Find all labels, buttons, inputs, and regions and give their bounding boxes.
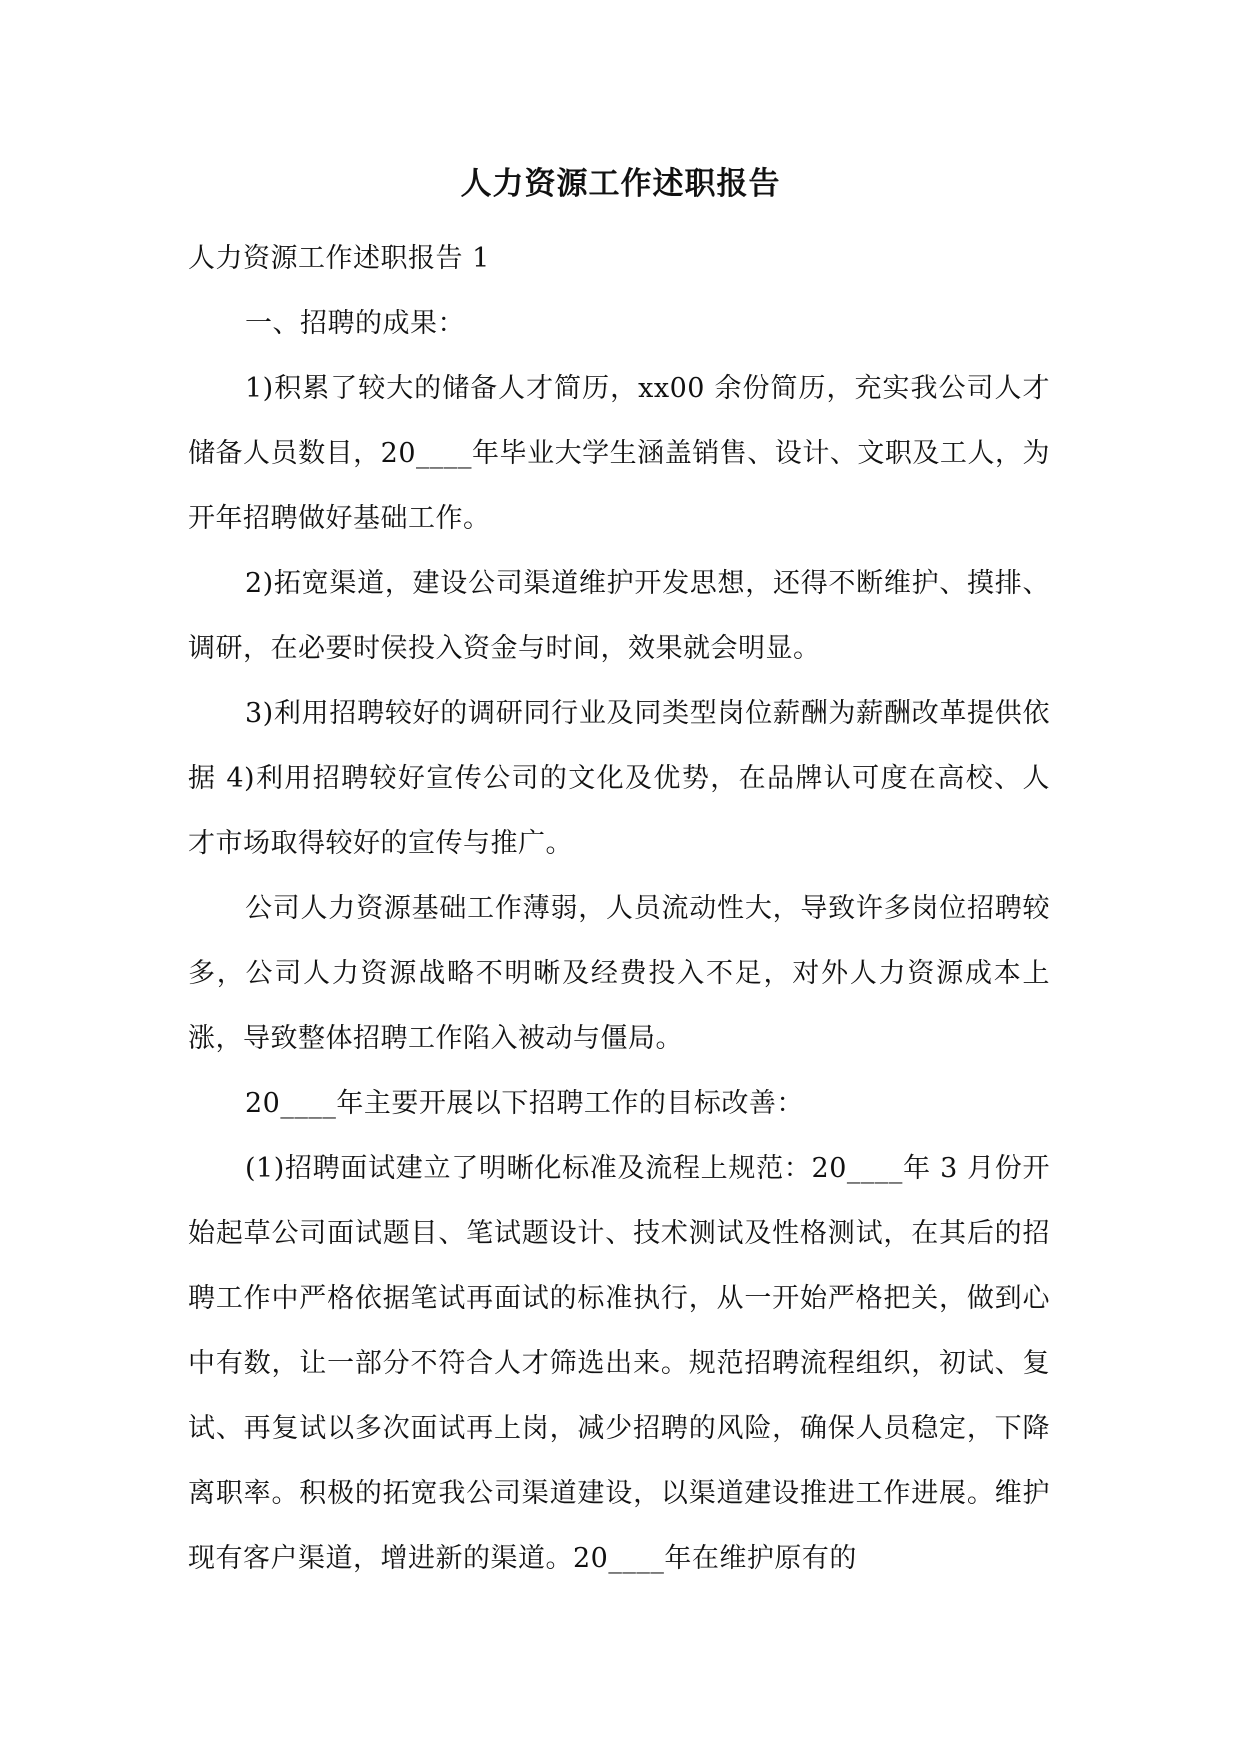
document-body xyxy=(188,226,1050,1591)
paragraph-goals-heading: 20____年主要开展以下招聘工作的目标改善： xyxy=(245,1088,804,1119)
paragraph-item-1: 1)积累了较大的储备人才简历，xx00 余份简历，充实我公司人才储备人员数目，20____年毕业大学生涵盖销售、设计、文职及工人，为开年招聘做好基础工作。 xyxy=(188,373,1050,534)
paragraph-section-heading: 一、招聘的成果： xyxy=(245,308,465,339)
paragraph-item-2: 2)拓宽渠道，建设公司渠道维护开发思想，还得不断维护、摸排、调研，在必要时侯投入资金与时间，效果就会明显。 xyxy=(188,568,1050,664)
document-title: 人力资源工作述职报告 xyxy=(460,166,781,202)
paragraph-problems: 公司人力资源基础工作薄弱，人员流动性大，导致许多岗位招聘较多，公司人力资源战略不明晰及经费投入不足，对外人力资源成本上涨，导致整体招聘工作陷入被动与僵局。 xyxy=(188,893,1050,1054)
paragraph-item-3: 3)利用招聘较好的调研同行业及同类型岗位薪酬为薪酬改革提供依据 4)利用招聘较好宣传公司的文化及优势，在品牌认可度在高校、人才市场取得较好的宣传与推广。 xyxy=(188,698,1050,859)
document-subtitle: 人力资源工作述职报告 1 xyxy=(188,243,490,274)
paragraph-goal-1: (1)招聘面试建立了明晰化标准及流程上规范：20____年 3 月份开始起草公司面试题目、笔试题设计、技术测试及性格测试，在其后的招聘工作中严格依据笔试再面试的标准执行，从一开始严格把关，做到心中有数，让一部分不符合人才筛选出来。规范招聘流程组织，初试、复试、再复试以多次面试再上岗，减少招聘的风险，确保人员稳定，下降离职率。积极的拓宽我公司渠道建设，以渠道建设推进工作进展。维护现有客户渠道，增进新的渠道。20____年在维护原有的 xyxy=(188,1153,1050,1574)
